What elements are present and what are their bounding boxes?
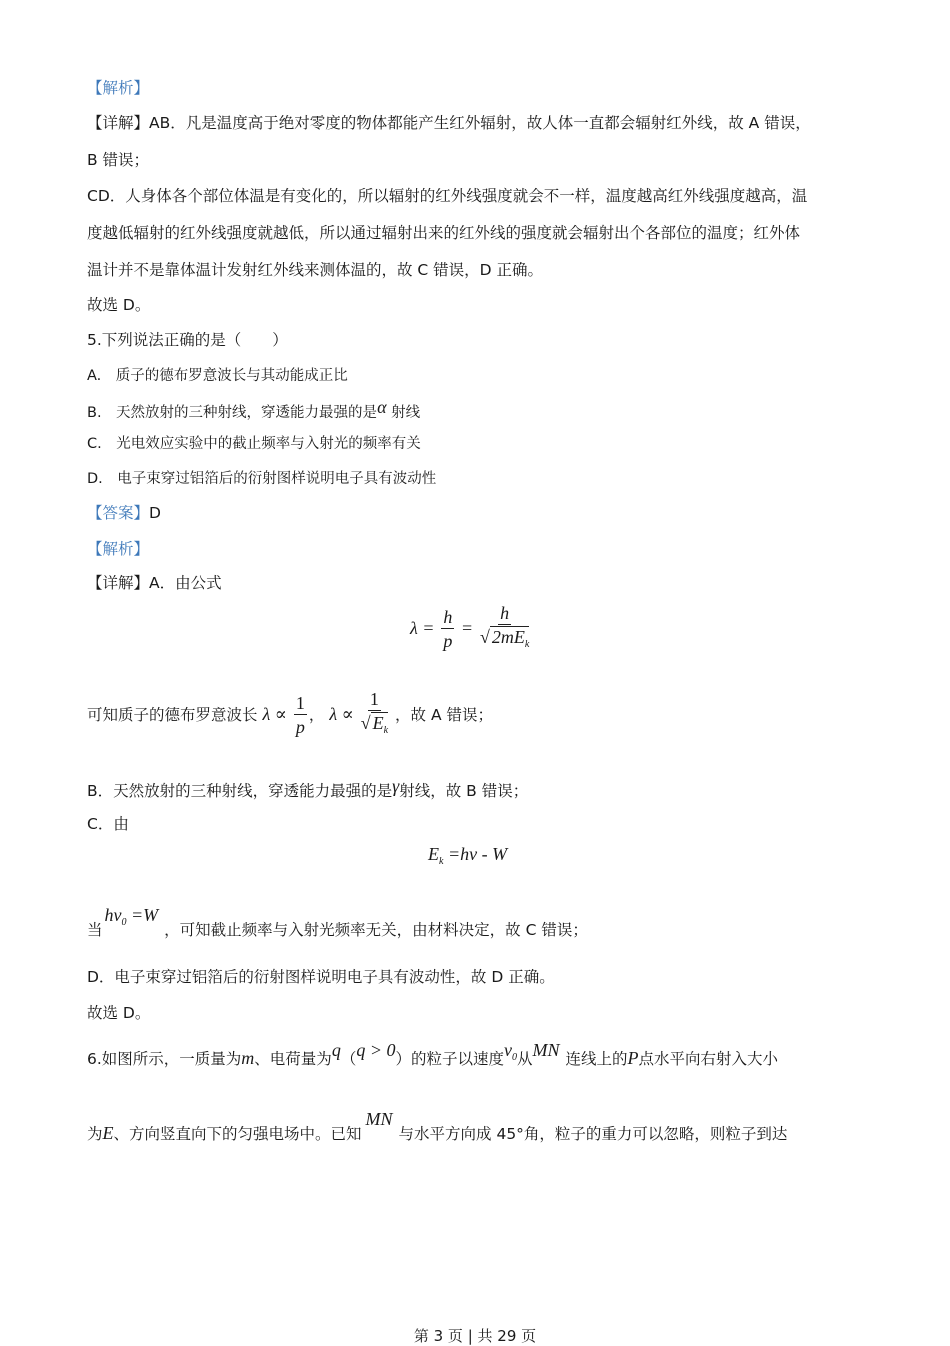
- formula-part: k: [383, 725, 389, 736]
- formula-part: 0: [121, 917, 127, 928]
- formula-photoelectric: [428, 844, 507, 867]
- text: 连线上的: [565, 1050, 628, 1068]
- formula-part: E: [428, 844, 439, 864]
- formula-part: =hν - W: [443, 844, 508, 864]
- answer-value: D: [149, 504, 161, 522]
- analysis-tag: 【解析】: [87, 540, 150, 558]
- text: 为: [87, 1125, 103, 1143]
- text-line: [87, 776, 528, 801]
- text: 可知质子的德布罗意波长: [87, 706, 258, 724]
- question-6-line-1: [87, 1040, 779, 1071]
- formula-part: λ ∝: [329, 704, 354, 724]
- text-line: 故选 D。: [87, 1004, 151, 1022]
- text: （: [340, 1050, 357, 1068]
- text: 、方向竖直向下的匀强电场中。已知: [113, 1125, 362, 1143]
- var-mn: MN: [532, 1040, 560, 1060]
- gamma-symbol: γ: [392, 776, 400, 796]
- text: 、电荷量为: [254, 1050, 332, 1068]
- var-mn: MN: [365, 1109, 393, 1129]
- option-d: D. 电子束穿过铝箔后的衍射图样说明电子具有波动性: [87, 471, 437, 487]
- formula-part: 2mE: [491, 627, 525, 647]
- formula-part: =W: [126, 905, 159, 925]
- text-line: B 错误；: [87, 151, 150, 169]
- formula-part: 1: [369, 689, 379, 709]
- text: 与水平方向成 45°角，粒子的重力可以忽略，则粒子到达: [398, 1125, 788, 1143]
- text-line: C．由: [87, 815, 129, 833]
- text-line: CD．人身体各个部位体温是有变化的，所以辐射的红外线强度就会不一样，温度越高红外线强度越高，温: [87, 187, 808, 205]
- text-line: 度越低辐射的红外线强度就越低，所以通过辐射出来的红外线的强度就会辐射出个各部位的温度；红外体: [87, 224, 801, 242]
- analysis-tag: 【解析】: [87, 79, 150, 97]
- option-a: A. 质子的德布罗意波长与其动能成正比: [87, 368, 348, 384]
- text-line: D．电子束穿过铝箔后的衍射图样说明电子具有波动性，故 D 正确。: [87, 968, 555, 986]
- var-m: m: [241, 1048, 255, 1068]
- text: ）的粒子以速度: [395, 1050, 504, 1068]
- text: B．天然放射的三种射线，穿透能力最强的是: [87, 782, 393, 800]
- formula-part: λ =: [410, 618, 435, 638]
- option-b: [87, 397, 420, 422]
- text: 点水平向右射入大小: [638, 1050, 779, 1068]
- formula-part: p: [443, 631, 453, 651]
- text-line: 温计并不是靠体温计发射红外线来测体温的，故 C 错误，D 正确。: [87, 261, 544, 279]
- formula-part: =: [456, 618, 474, 638]
- formula-part: E: [372, 713, 384, 733]
- formula-part: k: [524, 639, 530, 650]
- var-q-condition: q > 0: [356, 1040, 396, 1060]
- var-v: v: [504, 1040, 512, 1060]
- formula-de-broglie: λ = $\frac{h}{p}$ = $\frac{h}{√ 2mE_k}$: [410, 603, 530, 651]
- text: 6.如图所示，一质量为: [87, 1050, 242, 1068]
- var-v-sub: 0: [512, 1052, 517, 1063]
- question-5-stem: 5.下列说法正确的是（ ）: [87, 331, 288, 349]
- option-b-tail: 射线: [386, 405, 421, 421]
- var-q: q: [331, 1040, 341, 1060]
- formula-part: h: [500, 603, 510, 623]
- text-line-proportional: 可知质子的德布罗意波长 λ ∝ $\frac{1}{p}$ ， λ ∝ $\frac{1}{√ E_k}$ ，故 A 错误；: [87, 689, 493, 737]
- page-footer: 第 3 页 | 共 29 页: [413, 1327, 537, 1345]
- answer-line: [87, 501, 161, 523]
- alpha-symbol: α: [377, 397, 387, 417]
- text-line: 【详解】A．由公式: [87, 574, 222, 592]
- text: ，可知截止频率与入射光频率无关，由材料决定，故 C 错误；: [164, 921, 588, 939]
- formula-part: p: [295, 717, 305, 737]
- text-line: 【详解】AB．凡是温度高于绝对零度的物体都能产生红外辐射，故人体一直都会辐射红外线，故 A 错误，: [87, 114, 811, 132]
- formula-part: h: [443, 607, 453, 627]
- text: ，故 A 错误；: [395, 706, 493, 724]
- text: 当: [87, 921, 103, 939]
- text-line: 故选 D。: [87, 296, 151, 314]
- formula-part: hν: [104, 905, 122, 925]
- text: ，: [308, 706, 325, 724]
- var-e: E: [102, 1123, 114, 1143]
- option-b-text: B. 天然放射的三种射线，穿透能力最强的是: [87, 405, 378, 421]
- option-c: C. 光电效应实验中的截止频率与入射光的频率有关: [87, 436, 421, 452]
- text: 从: [517, 1050, 533, 1068]
- formula-part: λ ∝: [262, 704, 287, 724]
- text: 射线，故 B 错误；: [399, 782, 529, 800]
- var-p: P: [627, 1048, 639, 1068]
- formula-part: 1: [295, 693, 305, 713]
- answer-tag: 【答案】: [87, 504, 150, 522]
- formula-part: k: [439, 856, 444, 867]
- question-6-line-2: [87, 1109, 788, 1144]
